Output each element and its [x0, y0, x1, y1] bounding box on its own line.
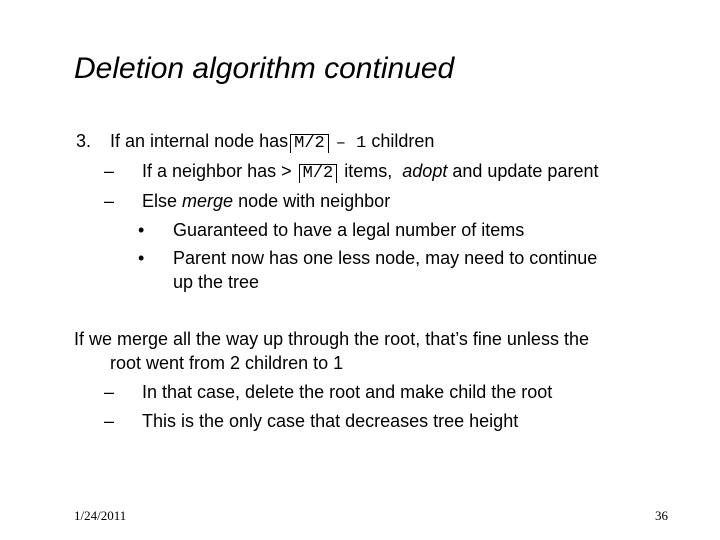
sub1-text-mid: items,: [344, 161, 393, 181]
dash-marker: –: [104, 382, 115, 402]
minus-one: – 1: [335, 134, 367, 153]
point-3-text: [110, 130, 434, 155]
bullet-parent-line2: up the tree: [173, 272, 260, 292]
slide-title: Deletion algorithm continued: [74, 52, 455, 85]
merge-term: merge: [182, 191, 234, 211]
sub2-text-after: node with neighbor: [238, 191, 391, 211]
bullet-guaranteed: Guaranteed to have a legal number of items: [173, 220, 525, 240]
bullet-parent-line1: Parent now has one less node, may need to continue: [173, 248, 598, 268]
footer-date: 1/24/2011: [74, 508, 127, 523]
point-3-text-before: If an internal node has: [110, 131, 289, 151]
page-number: 36: [655, 508, 668, 523]
bullet-marker: •: [138, 248, 145, 268]
adopt-term: adopt: [402, 161, 448, 181]
sub1-text-after: and update parent: [452, 161, 599, 181]
dash-marker: –: [104, 411, 115, 431]
sub2-text-before: Else: [142, 191, 178, 211]
sub-item-height: This is the only case that decreases tree height: [142, 411, 519, 431]
sub-item-merge: [142, 190, 390, 212]
sub-item-delete-root: In that case, delete the root and make child the root: [142, 382, 553, 402]
ceil-expression: M/2: [299, 164, 338, 183]
dash-marker: –: [104, 161, 115, 181]
root-paragraph-line2: root went from 2 children to 1: [110, 353, 344, 373]
item-number: 3.: [76, 131, 92, 151]
sub-item-adopt: [142, 160, 598, 183]
point-3-text-after: children: [371, 131, 435, 151]
dash-marker: –: [104, 191, 115, 211]
sub1-text-before: If a neighbor has >: [142, 161, 292, 181]
root-paragraph-line1: If we merge all the way up through the root, that’s fine unless the: [74, 329, 589, 349]
ceil-expression: M/2: [290, 134, 329, 153]
bullet-marker: •: [138, 220, 145, 240]
